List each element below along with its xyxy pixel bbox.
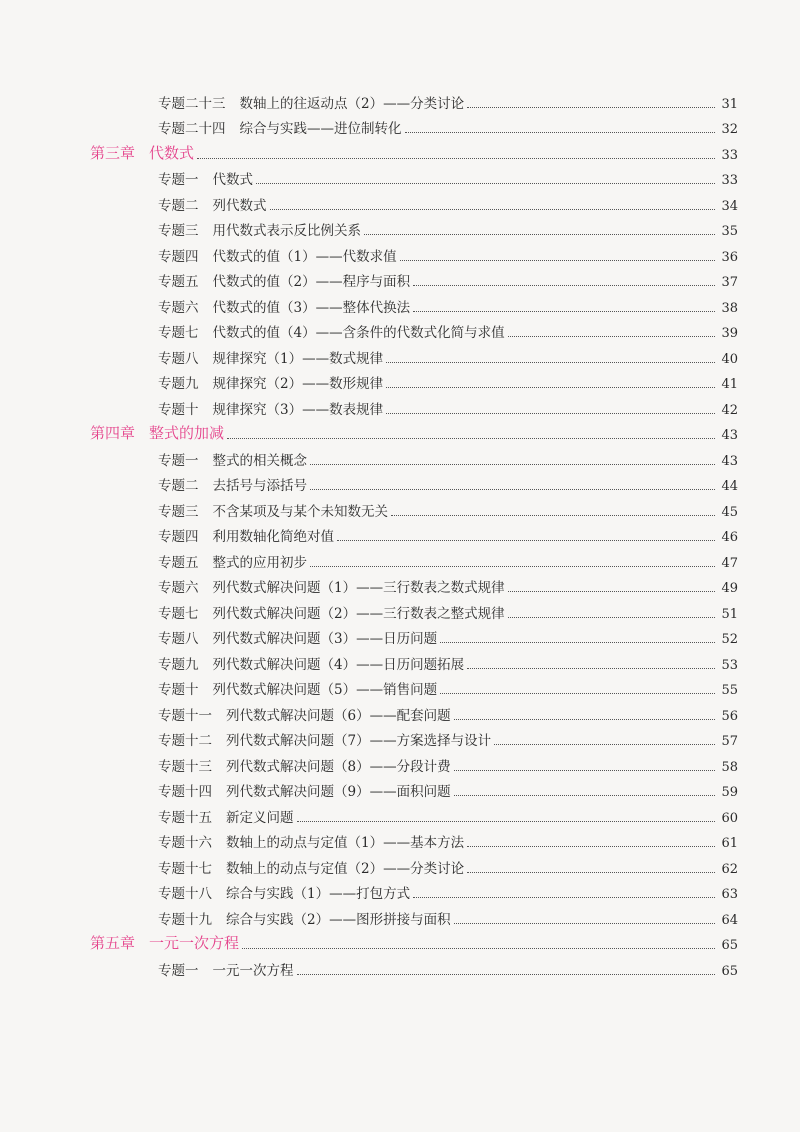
topic-title: 综合与实践（1）——打包方式	[226, 886, 411, 902]
topic-title: 去括号与添括号	[212, 478, 307, 494]
toc-topic-entry[interactable]	[0, 749, 800, 775]
dot-leader	[508, 336, 715, 337]
topic-title: 代数式	[212, 172, 253, 188]
dot-leader	[508, 591, 715, 592]
chapter-title: 代数式	[149, 143, 195, 162]
topic-title: 列代数式解决问题（2）——三行数表之整式规律	[212, 605, 505, 622]
dot-leader	[413, 285, 715, 286]
dot-leader	[256, 183, 715, 184]
page-number: 36	[721, 249, 738, 265]
toc-topic-entry[interactable]	[0, 341, 800, 367]
topic-number: 专题四	[158, 248, 199, 265]
toc-topic-entry[interactable]	[0, 188, 800, 214]
toc-topic-entry[interactable]	[0, 265, 800, 291]
page-number: 34	[721, 198, 738, 214]
topic-number: 专题三	[158, 223, 199, 239]
topic-title: 整式的应用初步	[212, 554, 307, 571]
toc-topic-entry[interactable]	[0, 596, 800, 622]
chapter-number: 第五章	[90, 934, 136, 952]
topic-title: 利用数轴化简绝对值	[212, 529, 334, 545]
page-number: 65	[721, 963, 738, 979]
topic-title: 综合与实践——进位制转化	[239, 121, 402, 137]
dot-leader	[467, 846, 715, 847]
dot-leader	[467, 872, 715, 873]
page-number: 49	[721, 581, 738, 596]
topic-title: 数轴上的动点与定值（1）——基本方法	[226, 835, 465, 851]
topic-title: 数轴上的动点与定值（2）——分类讨论	[226, 860, 465, 877]
page-number: 65	[721, 938, 738, 953]
topic-number: 专题七	[158, 325, 199, 341]
dot-leader	[467, 107, 715, 108]
topic-title: 列代数式解决问题（1）——三行数表之数式规律	[212, 580, 505, 596]
dot-leader	[440, 642, 715, 643]
page-number: 47	[721, 555, 738, 571]
topic-title: 列代数式解决问题（9）——面积问题	[226, 784, 451, 800]
topic-number: 专题十九	[158, 911, 212, 928]
topic-title: 不含某项及与某个未知数无关	[212, 503, 388, 520]
toc-topic-entry[interactable]	[0, 851, 800, 877]
dot-leader	[227, 438, 715, 439]
topic-number: 专题八	[158, 350, 199, 367]
toc-topic-entry[interactable]	[0, 163, 800, 189]
dot-leader	[386, 413, 715, 414]
dot-leader	[242, 948, 715, 949]
topic-number: 专题二	[158, 478, 199, 494]
dot-leader	[337, 540, 715, 541]
page-number: 32	[721, 122, 738, 137]
chapter-title: 整式的加减	[149, 424, 225, 442]
page-number: 55	[721, 683, 738, 698]
topic-number: 专题十六	[158, 835, 212, 851]
topic-number: 专题五	[158, 274, 199, 290]
toc-topic-entry[interactable]	[0, 392, 800, 418]
dot-leader	[270, 209, 716, 210]
topic-number: 专题十一	[158, 707, 212, 724]
page-number: 31	[721, 96, 738, 112]
page-number: 43	[721, 453, 738, 469]
page-number: 59	[721, 785, 738, 800]
toc-topic-entry[interactable]	[0, 545, 800, 571]
topic-title: 列代数式解决问题（5）——销售问题	[212, 682, 438, 698]
topic-number: 专题三	[158, 503, 199, 520]
topic-number: 专题五	[158, 554, 199, 571]
topic-number: 专题二十四	[158, 121, 226, 137]
toc-topic-entry[interactable]	[0, 520, 800, 546]
dot-leader	[454, 770, 715, 771]
topic-title: 列代数式解决问题（8）——分段计费	[226, 758, 451, 775]
dot-leader	[386, 362, 715, 363]
toc-topic-entry[interactable]	[0, 647, 800, 673]
dot-leader	[400, 260, 715, 261]
page-number: 53	[721, 657, 738, 673]
topic-title: 列代数式	[212, 197, 267, 214]
page-number: 45	[721, 504, 738, 520]
toc-topic-entry[interactable]	[0, 622, 800, 648]
topic-title: 代数式的值（2）——程序与面积	[212, 274, 411, 290]
dot-leader	[386, 387, 715, 388]
topic-title: 代数式的值（1）——代数求值	[212, 248, 397, 265]
page-number: 61	[721, 836, 738, 851]
topic-title: 整式的相关概念	[212, 452, 307, 469]
topic-title: 新定义问题	[226, 809, 294, 826]
toc-topic-entry[interactable]	[0, 86, 800, 112]
topic-title: 一元一次方程	[212, 962, 294, 979]
page-number: 38	[721, 300, 738, 316]
page-number: 46	[721, 530, 738, 545]
topic-number: 专题六	[158, 580, 199, 596]
dot-leader	[494, 744, 715, 745]
chapter-number: 第三章	[90, 143, 136, 162]
chapter-number: 第四章	[90, 424, 136, 442]
topic-title: 代数式的值（4）——含条件的代数式化简与求值	[212, 325, 505, 341]
dot-leader	[413, 311, 715, 312]
topic-number: 专题十四	[158, 784, 212, 800]
toc-topic-entry[interactable]	[0, 469, 800, 495]
dot-leader	[197, 158, 715, 159]
topic-title: 列代数式解决问题（7）——方案选择与设计	[226, 733, 492, 749]
topic-number: 专题二十三	[158, 95, 226, 112]
topic-number: 专题一	[158, 172, 199, 188]
topic-title: 列代数式解决问题（3）——日历问题	[212, 631, 438, 647]
topic-number: 专题九	[158, 376, 199, 392]
page-number: 37	[721, 275, 738, 290]
topic-number: 专题二	[158, 197, 199, 214]
toc-chapter-entry[interactable]	[0, 137, 800, 163]
topic-title: 规律探究（3）——数表规律	[212, 401, 384, 418]
toc-topic-entry[interactable]	[0, 826, 800, 852]
dot-leader	[454, 923, 715, 924]
dot-leader	[454, 795, 715, 796]
topic-number: 专题七	[158, 605, 199, 622]
toc-topic-entry[interactable]	[0, 494, 800, 520]
dot-leader	[297, 974, 716, 975]
toc-chapter-entry[interactable]	[0, 928, 800, 954]
dot-leader	[310, 464, 715, 465]
topic-number: 专题四	[158, 529, 199, 545]
page-number: 33	[721, 147, 738, 163]
topic-number: 专题八	[158, 631, 199, 647]
topic-number: 专题十五	[158, 809, 212, 826]
toc-topic-entry[interactable]	[0, 902, 800, 928]
topic-title: 数轴上的往返动点（2）——分类讨论	[239, 95, 465, 112]
page-number: 60	[721, 810, 738, 826]
toc-topic-entry[interactable]	[0, 673, 800, 699]
dot-leader	[454, 719, 715, 720]
toc-topic-entry[interactable]	[0, 239, 800, 265]
topic-number: 专题六	[158, 299, 199, 316]
page-number: 63	[721, 887, 738, 902]
toc-topic-entry[interactable]	[0, 367, 800, 393]
dot-leader	[391, 515, 715, 516]
topic-number: 专题一	[158, 962, 199, 979]
toc-topic-entry[interactable]	[0, 698, 800, 724]
dot-leader	[405, 132, 716, 133]
page-number: 42	[721, 402, 738, 418]
page-number: 35	[721, 224, 738, 239]
topic-number: 专题十	[158, 401, 199, 418]
topic-title: 规律探究（1）——数式规律	[212, 350, 384, 367]
topic-title: 综合与实践（2）——图形拼接与面积	[226, 911, 451, 928]
toc-topic-entry[interactable]	[0, 443, 800, 469]
toc-topic-entry[interactable]	[0, 877, 800, 903]
page-number: 58	[721, 759, 738, 775]
dot-leader	[413, 897, 715, 898]
topic-title: 规律探究（2）——数形规律	[212, 376, 384, 392]
toc-topic-entry[interactable]	[0, 214, 800, 240]
toc-topic-entry[interactable]	[0, 290, 800, 316]
page-number: 43	[721, 428, 738, 443]
page-number: 64	[721, 912, 738, 928]
dot-leader	[310, 566, 715, 567]
topic-title: 列代数式解决问题（6）——配套问题	[226, 707, 451, 724]
topic-title: 列代数式解决问题（4）——日历问题拓展	[212, 656, 465, 673]
topic-number: 专题十七	[158, 860, 212, 877]
chapter-title: 一元一次方程	[149, 934, 240, 952]
topic-number: 专题十八	[158, 886, 212, 902]
toc-topic-entry[interactable]	[0, 953, 800, 979]
page-number: 62	[721, 861, 738, 877]
toc-topic-entry[interactable]	[0, 724, 800, 750]
dot-leader	[297, 821, 716, 822]
toc-topic-entry[interactable]	[0, 316, 800, 342]
page-number: 57	[721, 734, 738, 749]
dot-leader	[508, 617, 715, 618]
table-of-contents	[0, 86, 800, 979]
page-number: 33	[721, 173, 738, 188]
topic-number: 专题九	[158, 656, 199, 673]
page-number: 41	[721, 377, 738, 392]
topic-number: 专题十二	[158, 733, 212, 749]
page-number: 44	[721, 479, 738, 494]
dot-leader	[440, 693, 715, 694]
topic-number: 专题十三	[158, 758, 212, 775]
dot-leader	[310, 489, 715, 490]
topic-number: 专题十	[158, 682, 199, 698]
toc-topic-entry[interactable]	[0, 775, 800, 801]
dot-leader	[364, 234, 715, 235]
toc-topic-entry[interactable]	[0, 800, 800, 826]
dot-leader	[467, 668, 715, 669]
page-number: 39	[721, 326, 738, 341]
topic-title: 用代数式表示反比例关系	[212, 223, 361, 239]
topic-title: 代数式的值（3）——整体代换法	[212, 299, 411, 316]
toc-chapter-entry[interactable]	[0, 418, 800, 444]
topic-number: 专题一	[158, 452, 199, 469]
page-number: 40	[721, 351, 738, 367]
page-number: 56	[721, 708, 738, 724]
toc-topic-entry[interactable]	[0, 571, 800, 597]
toc-topic-entry[interactable]	[0, 112, 800, 138]
page-number: 51	[721, 606, 738, 622]
page-number: 52	[721, 632, 738, 647]
